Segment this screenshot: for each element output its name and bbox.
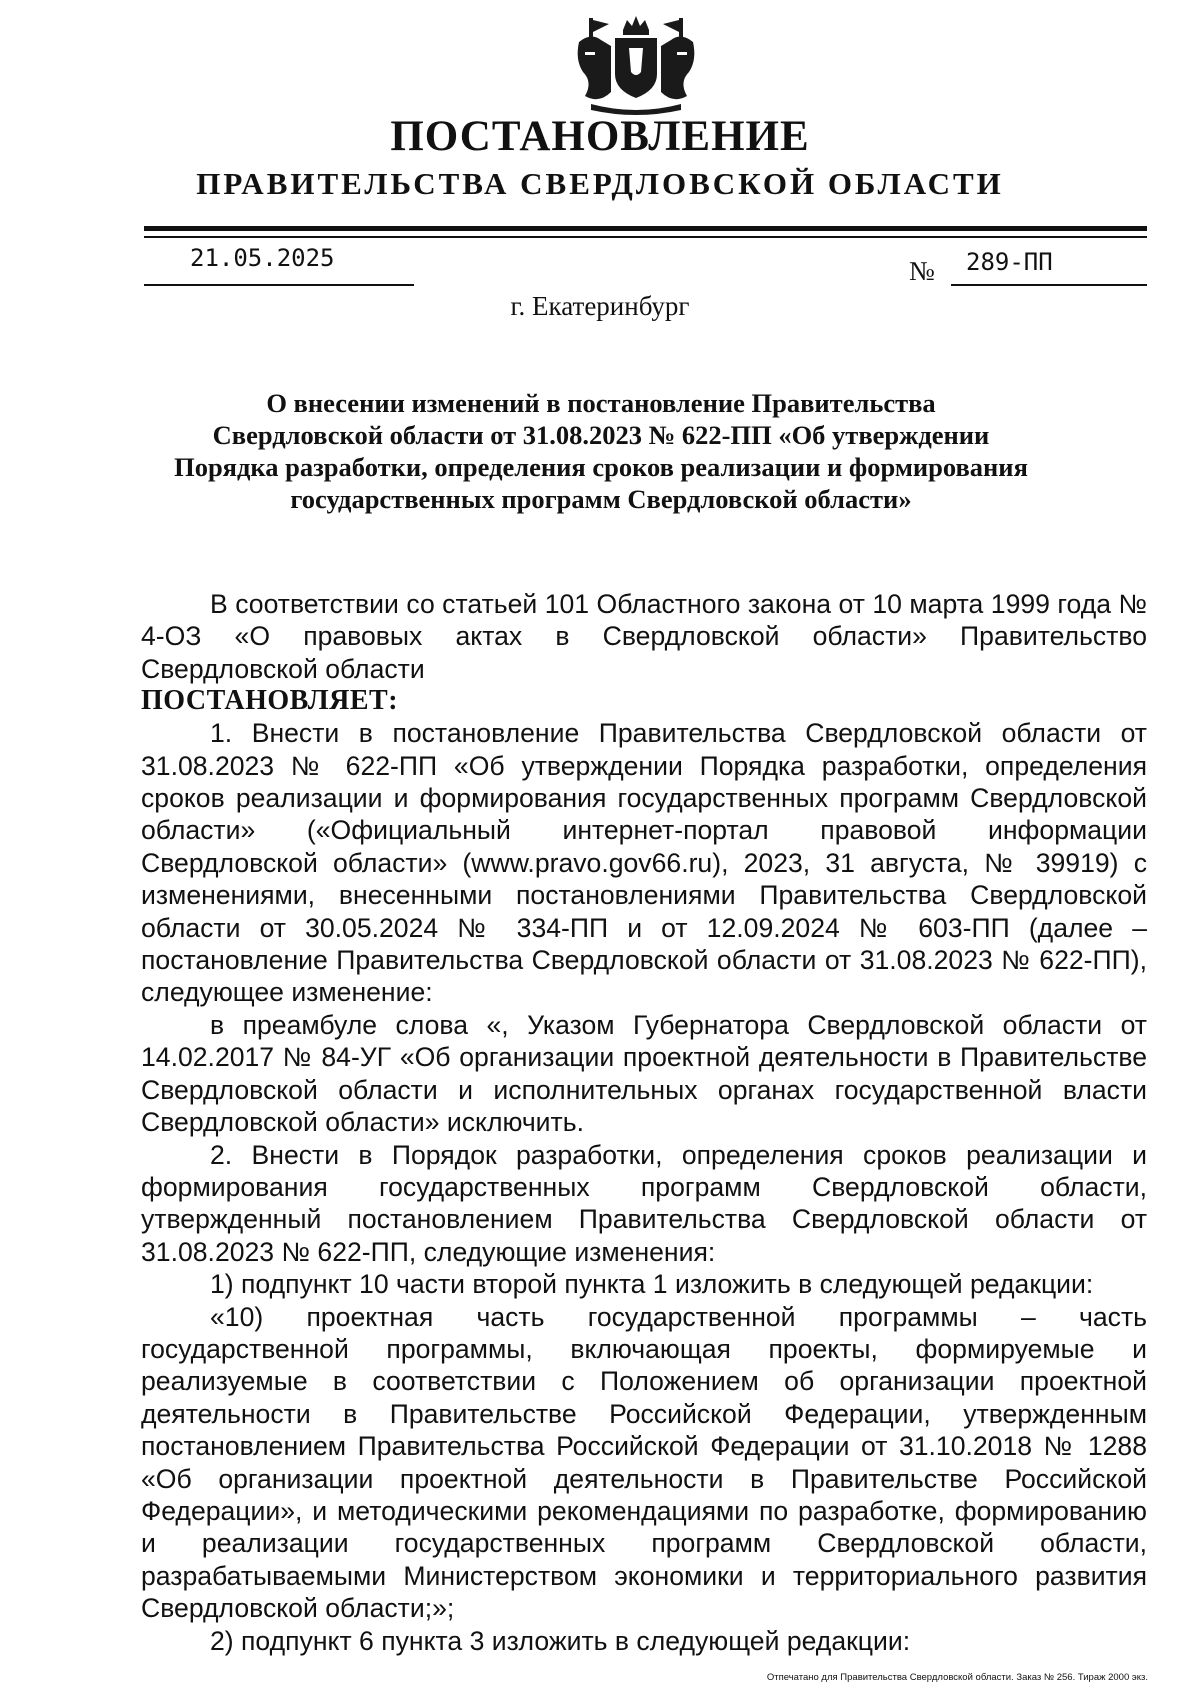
body-paragraph: 2) подпункт 6 пункта 3 изложить в следующей редакции:	[210, 1625, 911, 1656]
title-line: государственных программ Свердловской области»	[290, 484, 912, 514]
body-paragraph: 1. Внести в постановление Правительства Свердловской области от 31.08.2023 № 622-ПП «Об утверждении Порядка разработки, определения сроков реализации и формирования государственных программ Свердловской области» («Официальный интернет-портал правовой информации Свердловской области» (www.pravo.gov66.ru), 2023, 31 августа, № 39919) с изменениями, внесенными постановлениями Правительства Свердловской области от 30.05.2024 № 334-ПП и от 12.09.2024 № 603-ПП (далее – постановление Правительства Свердловской области от 31.08.2023 № 622-ПП), следующее изменение:	[141, 718, 1147, 1008]
header-divider-thin	[144, 236, 1147, 238]
body-paragraph: «10) проектная часть государственной программы – часть государственной программы, включающая проекты, формируемые и реализуемые в соответствии с Положением об организации проектной деятельности в Правительстве Российской Федерации, утвержденным постановлением Правительства Российской Федерации от 31.10.2018 № 1288 «Об организации проектной деятельности в Правительстве Российской Федерации», и методическими рекомендациями по разработке, формированию и реализации государственных программ Свердловской области, разрабатываемыми Министерством экономики и территориального развития Свердловской области;»;	[141, 1301, 1147, 1624]
body-paragraph: 1) подпункт 10 части второй пункта 1 изложить в следующей редакции:	[210, 1269, 1094, 1300]
issue-city: г. Екатеринбург	[510, 291, 690, 321]
coat-of-arms-icon	[571, 12, 701, 118]
title-line: Порядка разработки, определения сроков реализации и формирования	[174, 452, 1028, 482]
document-title	[170, 387, 1032, 515]
number-underline	[951, 284, 1147, 286]
resolves-heading: ПОСТАНОВЛЯЕТ:	[141, 685, 399, 717]
title-line: О внесении изменений в постановление Правительства	[266, 388, 936, 418]
header-divider-thick	[144, 226, 1147, 231]
print-footer: Отпечатано для Правительства Свердловской области. Заказ № 256. Тираж 2000 экз.	[766, 1672, 1148, 1683]
body-paragraph: 2. Внести в Порядок разработки, определения сроков реализации и формирования государственных программ Свердловской области, утвержденный постановлением Правительства Свердловской области от 31.08.2023 № 622-ПП, следующие изменения:	[141, 1139, 1147, 1267]
document-type: ПОСТАНОВЛЕНИЕ	[390, 113, 810, 160]
issuer-name: ПРАВИТЕЛЬСТВА СВЕРДЛОВСКОЙ ОБЛАСТИ	[196, 166, 1004, 201]
document-body	[141, 588, 1147, 1657]
document-date: 21.05.2025	[190, 244, 335, 272]
date-underline	[144, 284, 414, 286]
body-paragraph: в преамбуле слова «, Указом Губернатора Свердловской области от 14.02.2017 № 84-УГ «Об организации проектной деятельности в Правительстве Свердловской области и исполнительных органах государственной власти Свердловской области» исключить.	[141, 1009, 1147, 1138]
number-sign: №	[909, 256, 935, 286]
title-line: Свердловской области от 31.08.2023 № 622-ПП «Об утверждении	[212, 420, 990, 450]
document-number: 289-ПП	[966, 248, 1053, 276]
preamble-paragraph: В соответствии со статьей 101 Областного закона от 10 марта 1999 года № 4-ОЗ «О правовых актах в Свердловской области» Правительство Свердловской области	[141, 589, 1147, 684]
